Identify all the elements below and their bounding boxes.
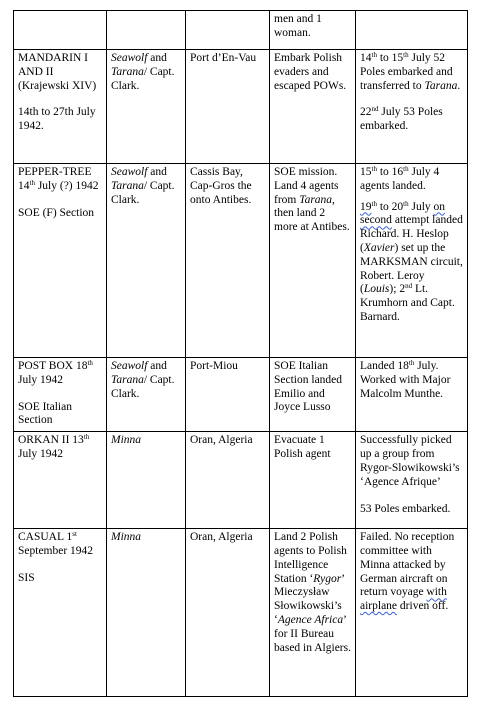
vessel-name: Tarana xyxy=(111,65,144,78)
location-cell xyxy=(186,11,270,50)
operation-name: ORKAN II 13th July 1942 xyxy=(18,433,90,460)
result-cell xyxy=(356,11,468,50)
vessel-joiner: and xyxy=(147,52,167,64)
table-row xyxy=(14,164,468,358)
operation-date: 14th to 27th July 1942. xyxy=(18,106,96,133)
operation-name: PEPPER-TREE 14th July (?) 1942 xyxy=(18,166,99,192)
operations-table xyxy=(13,10,468,697)
location-cell xyxy=(186,432,270,529)
vessel-captain: / Capt. Clark. xyxy=(111,65,175,92)
vessel-name: Seawolf xyxy=(111,52,148,64)
vessel-cell xyxy=(107,358,186,432)
vessel-cell xyxy=(107,50,186,164)
operation-cell xyxy=(14,50,107,164)
location-cell xyxy=(186,358,270,432)
table-row xyxy=(14,529,468,697)
vessel-joiner: and xyxy=(147,360,167,372)
purpose-text: Evacuate 1 Polish agent xyxy=(274,434,331,460)
table-row xyxy=(14,50,468,164)
operation-cell xyxy=(14,529,107,697)
result-text: Failed. No reception committee with Minna attacked by German aircraft on return voyage with airplane driven off. xyxy=(360,531,455,613)
result-cell xyxy=(356,432,468,529)
result-cell xyxy=(356,358,468,432)
purpose-cell xyxy=(270,529,356,697)
vessel-captain: / Capt. Clark. xyxy=(111,179,175,206)
vessel-cell xyxy=(107,11,186,50)
purpose-cell xyxy=(270,358,356,432)
vessel-cell xyxy=(107,529,186,697)
location-text: Port d’En-Vau xyxy=(190,52,257,64)
location-text: Port-Miou xyxy=(190,360,238,372)
location-text: Oran, Algeria xyxy=(190,531,253,544)
vessel-name: Tarana xyxy=(111,179,144,192)
operation-cell xyxy=(14,11,107,50)
result-text: 22nd July 53 Poles embarked. xyxy=(360,105,443,133)
purpose-cell xyxy=(270,164,356,358)
purpose-text: Embark Polish evaders and escaped POWs. xyxy=(274,52,347,92)
vessel-cell xyxy=(107,164,186,358)
purpose-text: SOE Italian Section landed Emilio and Joyce Lusso xyxy=(274,360,343,414)
vessel-cell xyxy=(107,432,186,529)
operation-section: SOE (F) Section xyxy=(18,206,95,219)
table-row xyxy=(14,358,468,432)
purpose-cell xyxy=(270,432,356,529)
operation-cell xyxy=(14,164,107,358)
purpose-cell xyxy=(270,11,356,50)
location-text: Oran, Algeria xyxy=(190,434,253,447)
purpose-text: Land 2 Polish agents to Polish Intelligence Station ‘Rygor’ Mieczysław Słowikowski’s ‘Agence Africa’ for II Bureau based in Algiers. xyxy=(274,531,351,654)
operation-name: MANDARIN I AND II (Krajewski XIV) xyxy=(18,52,97,92)
table-row xyxy=(14,432,468,529)
vessel-captain: / Capt. Clark. xyxy=(111,373,175,400)
vessel-name: Tarana xyxy=(111,373,144,386)
result-text: Successfully picked up a group from Rygor-Slowikowski’s ‘Agence Afrique’ xyxy=(360,434,460,488)
operation-name: POST BOX 18th July 1942 xyxy=(18,359,93,386)
location-cell xyxy=(186,50,270,164)
result-text: Landed 18th July. Worked with Major Malcolm Munthe. xyxy=(360,359,451,400)
purpose-text: men and 1 woman. xyxy=(274,13,322,39)
result-text: 15th to 16th July 4 agents landed. xyxy=(360,165,440,192)
operation-section: SOE Italian Section xyxy=(18,400,72,427)
vessel-name: Minna xyxy=(111,531,142,544)
table-row xyxy=(14,11,468,50)
vessel-name: Seawolf xyxy=(111,360,148,372)
operation-cell xyxy=(14,432,107,529)
result-text: 14th to 15th July 52 Poles embarked and transferred to Tarana. xyxy=(360,51,461,92)
operation-cell xyxy=(14,358,107,432)
result-cell xyxy=(356,164,468,358)
result-cell xyxy=(356,529,468,697)
result-text: 19th to 20th July on second attempt landed Richard. H. Heslop (Xavier) set up the MARKSMAN circuit, Robert. Leroy (Louis); 2nd Lt. Krumhorn and Capt. Barnard. xyxy=(360,199,463,323)
vessel-joiner: and xyxy=(147,166,167,178)
location-cell xyxy=(186,164,270,358)
vessel-name: Seawolf xyxy=(111,166,148,178)
result-text: 53 Poles embarked. xyxy=(360,503,451,516)
operation-section: SIS xyxy=(18,571,35,584)
location-text: Cassis Bay, Cap-Gros the onto Antibes. xyxy=(190,166,252,206)
location-cell xyxy=(186,529,270,697)
purpose-text: SOE mission. Land 4 agents from Tarana, then land 2 more at Antibes. xyxy=(274,166,350,234)
purpose-cell xyxy=(270,50,356,164)
operation-name: CASUAL 1st September 1942 xyxy=(18,530,94,557)
result-cell xyxy=(356,50,468,164)
vessel-name: Minna xyxy=(111,434,142,447)
